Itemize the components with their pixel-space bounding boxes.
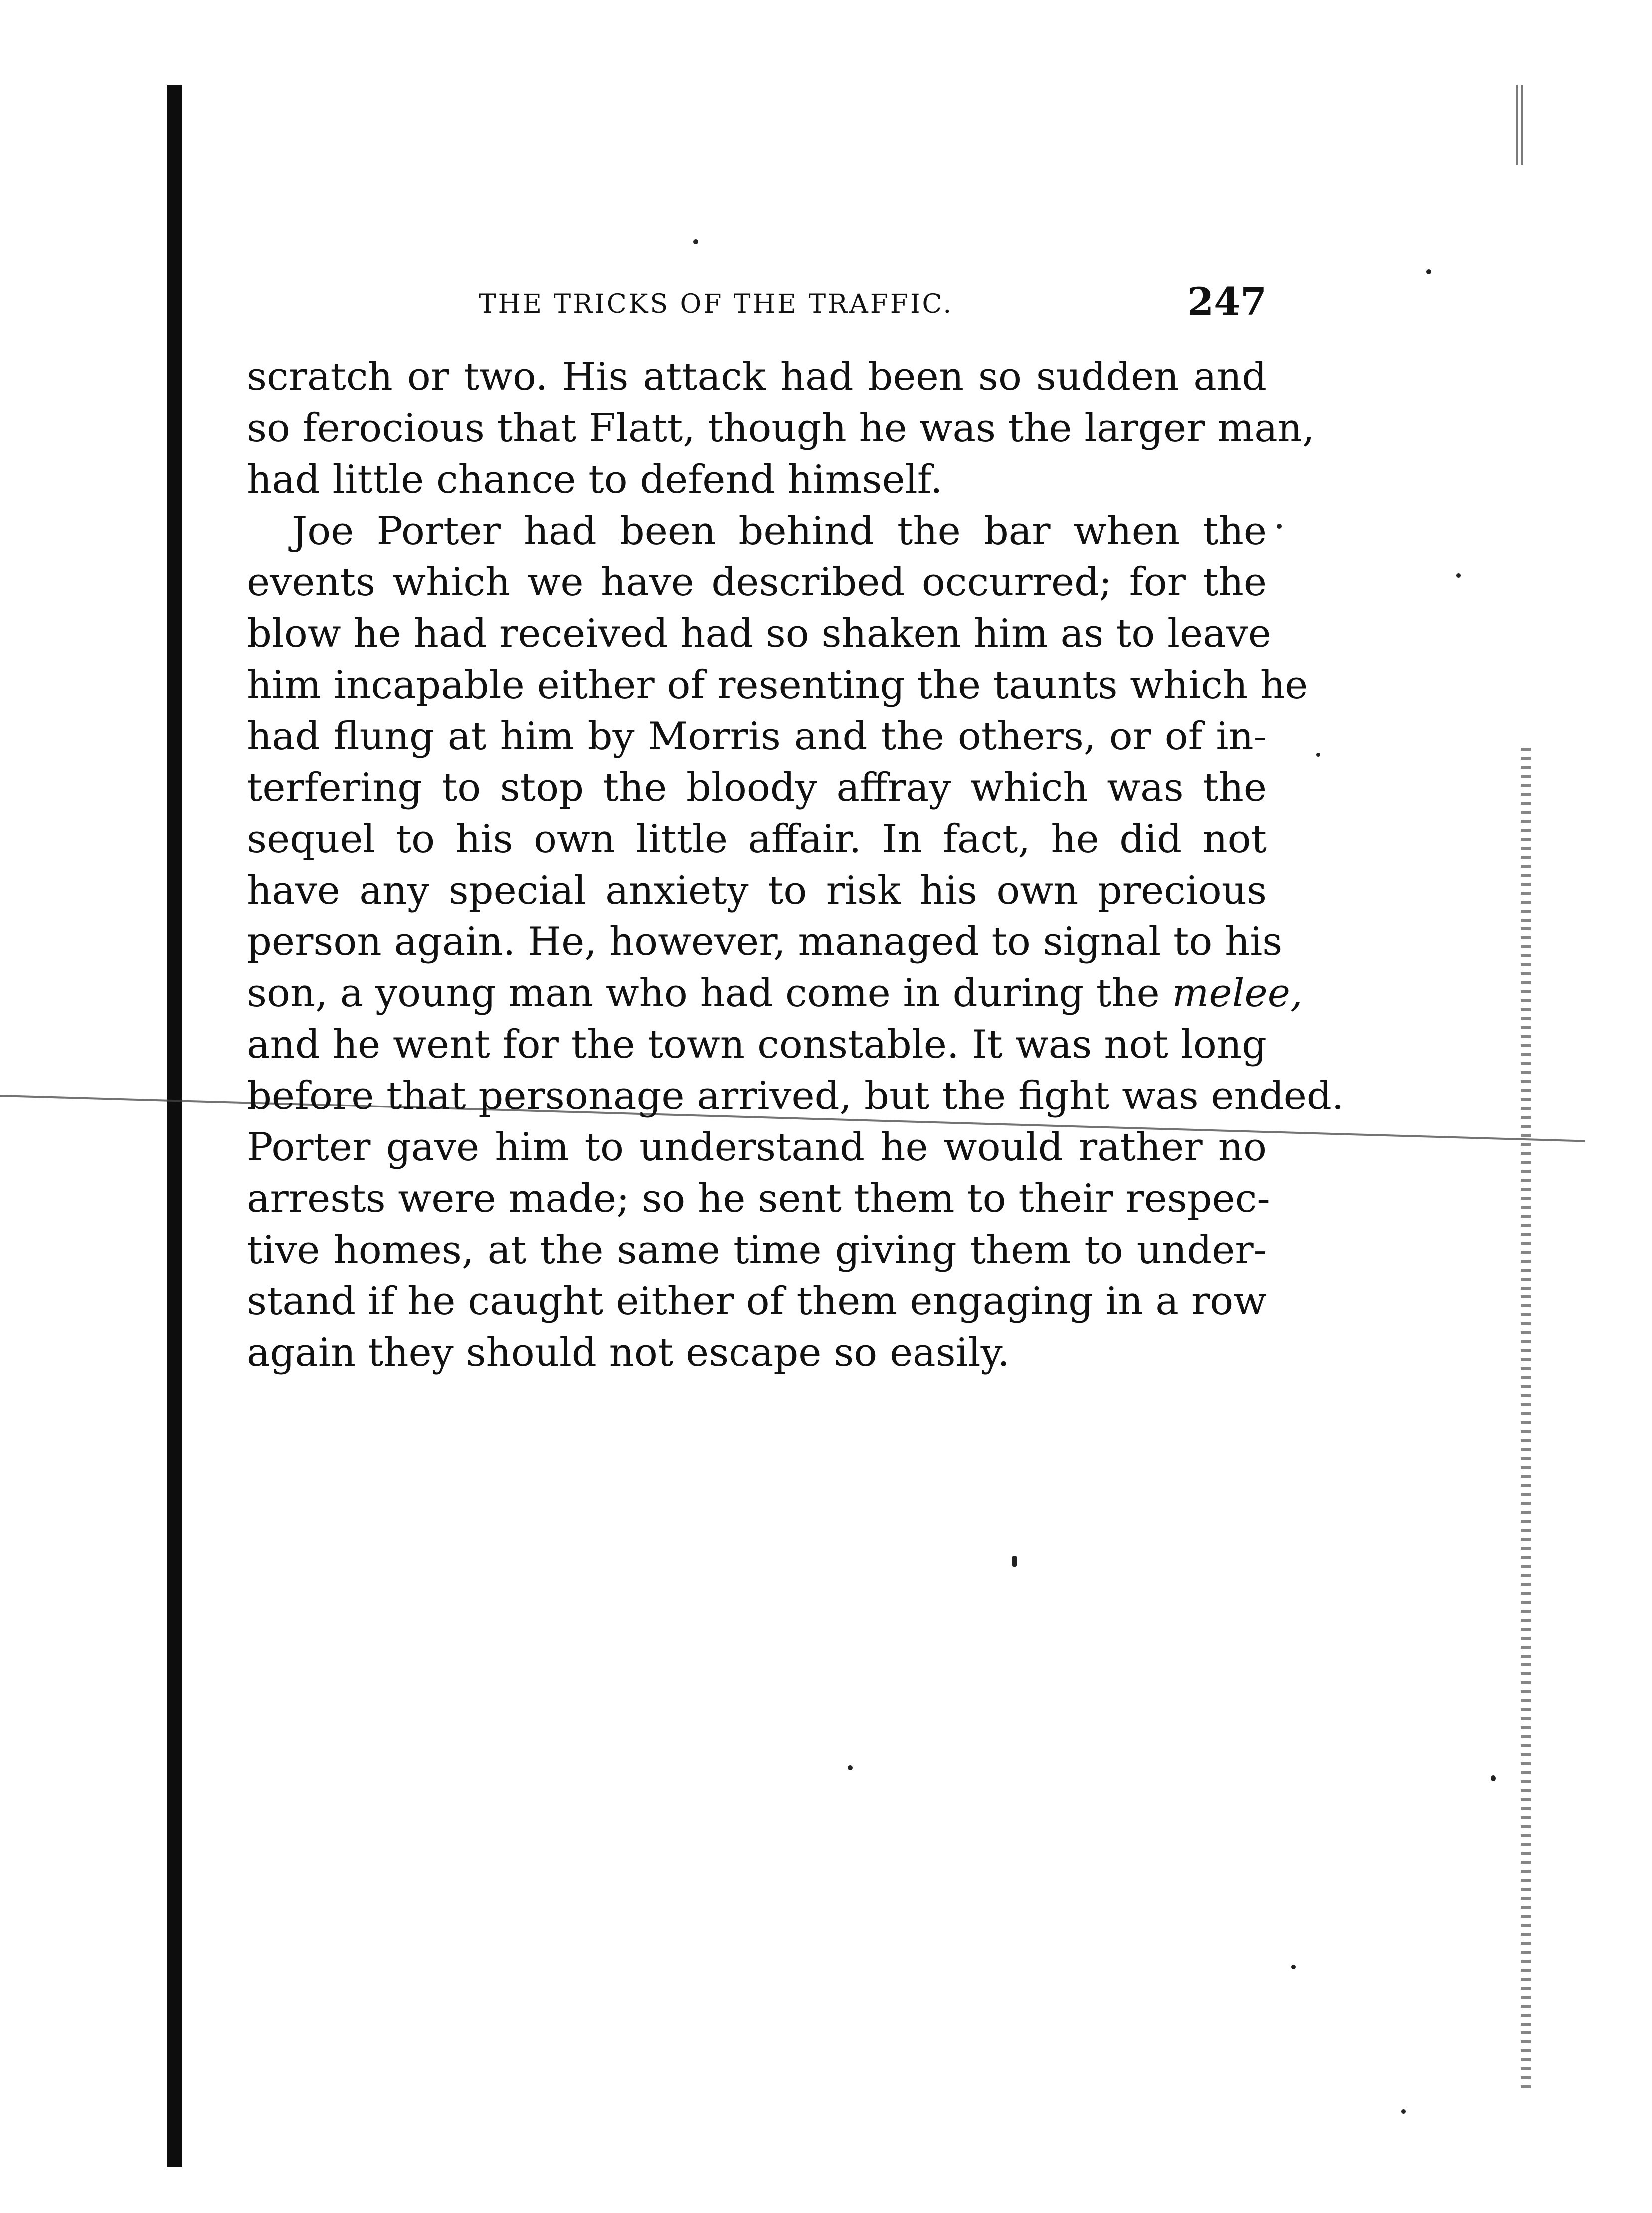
page-number: 247 bbox=[1187, 279, 1267, 324]
text-line: Porter gave him to understand he would rather no bbox=[247, 1125, 1267, 1170]
scan-speck bbox=[848, 1765, 853, 1770]
scan-speck bbox=[693, 239, 698, 244]
text-line: arrests were made; so he sent them to their respec- bbox=[247, 1176, 1270, 1221]
scan-speck bbox=[1277, 524, 1282, 529]
text-line: have any special anxiety to risk his own precious bbox=[247, 868, 1267, 913]
text-line: before that personage arrived, but the fight was ended. bbox=[247, 1074, 1344, 1118]
text-line: again they should not escape so easily. bbox=[247, 1330, 1010, 1375]
text-line: Joe Porter had been behind the bar when the bbox=[292, 509, 1267, 553]
running-head: THE TRICKS OF THE TRAFFIC. bbox=[479, 289, 953, 319]
text-line: so ferocious that Flatt, though he was the larger man, bbox=[247, 406, 1315, 451]
scan-speck bbox=[1291, 1965, 1296, 1969]
scan-speck bbox=[1401, 2109, 1406, 2114]
body-text bbox=[247, 352, 1344, 1379]
scan-shadow-left bbox=[167, 85, 182, 2167]
text-line: and he went for the town constable. It was not long bbox=[247, 1022, 1267, 1067]
text-line: tive homes, at the same time giving them to under- bbox=[247, 1228, 1267, 1273]
italic-word: melee, bbox=[1172, 971, 1303, 1016]
scan-speck bbox=[1012, 1556, 1017, 1567]
text-line: blow he had received had so shaken him as to leave bbox=[247, 611, 1271, 656]
text-line: sequel to his own little affair. In fact, he did not bbox=[247, 817, 1267, 862]
scan-noise-right-top bbox=[1516, 85, 1525, 165]
text-line: had little chance to defend himself. bbox=[247, 457, 943, 502]
text-line: stand if he caught either of them engaging in a row bbox=[247, 1279, 1267, 1324]
text-line: person again. He, however, managed to signal to his bbox=[247, 920, 1283, 964]
text-line: events which we have described occurred; for the bbox=[247, 560, 1267, 605]
scan-speck bbox=[1426, 269, 1431, 274]
scan-speck bbox=[1491, 1775, 1496, 1781]
text-line: had flung at him by Morris and the others, or of in- bbox=[247, 714, 1267, 759]
scan-speck bbox=[1316, 753, 1320, 757]
text-line: terfering to stop the bloody affray which was the bbox=[247, 765, 1267, 810]
scan-noise-right bbox=[1521, 748, 1531, 2094]
text-fragment: son, a young man who had come in during the bbox=[247, 971, 1160, 1016]
text-line: scratch or two. His attack had been so sudden and bbox=[247, 355, 1267, 399]
scan-speck bbox=[1456, 573, 1461, 578]
text-line: him incapable either of resenting the taunts which he bbox=[247, 663, 1308, 708]
page-header bbox=[479, 279, 1267, 334]
text-line-with-italic bbox=[247, 968, 1303, 1019]
